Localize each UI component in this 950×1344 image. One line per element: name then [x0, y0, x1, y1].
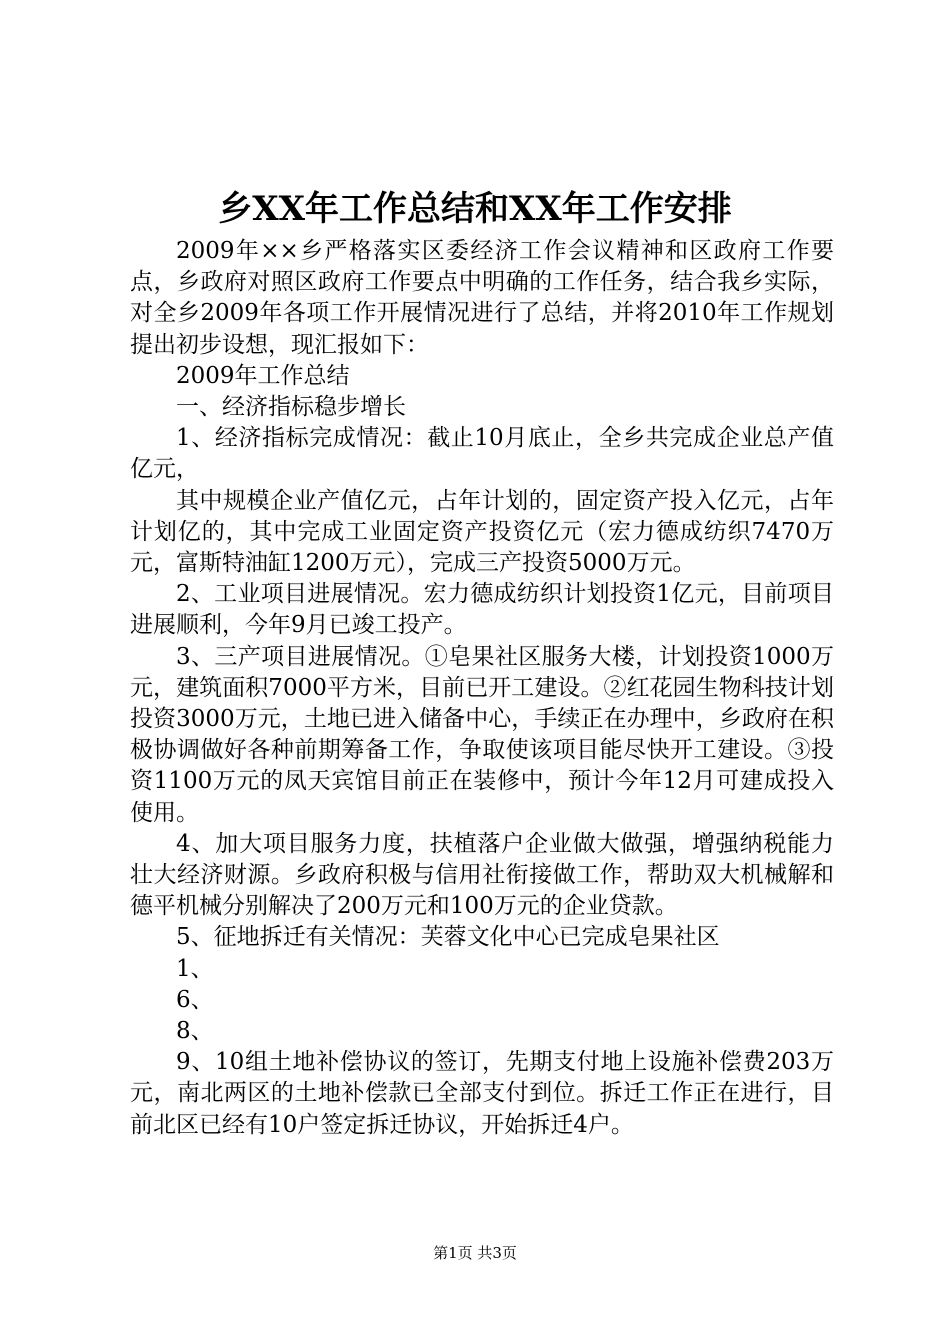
section-heading: 2009年工作总结	[176, 362, 350, 389]
paragraph: 其中规模企业产值亿元，占年计划的，固定资产投入亿元，占年计划亿的，其中完成工业固定资产投资亿元（宏力德成纺织7470万元，富斯特油缸1200万元），完成三产投资5000万元。	[130, 487, 834, 577]
list-marker: 6、	[176, 986, 214, 1013]
subsection-heading: 一、经济指标稳步增长	[176, 394, 406, 421]
paragraph: 2、工业项目进展情况。宏力德成纺织计划投资1亿元，目前项目进展顺利，今年9月已竣工投产。	[130, 581, 834, 639]
list-marker: 1、	[176, 955, 214, 982]
paragraph: 5、征地拆迁有关情况：芙蓉文化中心已完成皂果社区	[176, 924, 720, 951]
list-marker: 8、	[176, 1018, 214, 1045]
paragraph: 4、加大项目服务力度，扶植落户企业做大做强，增强纳税能力壮大经济财源。乡政府积极与信用社衔接做工作，帮助双大机械解和德平机械分别解决了200万元和100万元的企业贷款。	[130, 830, 834, 920]
document-title: 乡XX年工作总结和XX年工作安排	[218, 189, 732, 229]
paragraph-intro: 2009年××乡严格落实区委经济工作会议精神和区政府工作要点，乡政府对照区政府工作要点中明确的工作任务，结合我乡实际，对全乡2009年各项工作开展情况进行了总结，并将2010年工作规划提出初步设想，现汇报如下：	[130, 238, 834, 358]
paragraph: 9、10组土地补偿协议的签订，先期支付地上设施补偿费203万元，南北两区的土地补偿款已全部支付到位。拆迁工作正在进行，目前北区已经有10户签定拆迁协议，开始拆迁4户。	[130, 1049, 834, 1138]
paragraph: 3、三产项目进展情况。①皂果社区服务大楼，计划投资1000万元，建筑面积7000平方米，目前已开工建设。②红花园生物科技计划投资3000万元，土地已进入储备中心，手续正在办理中，乡政府在积极协调做好各种前期筹备工作，争取使该项目能尽快开工建设。③投资1100万元的凤天宾馆目前正在装修中，预计今年12月可建成投入使用。	[130, 643, 834, 826]
paragraph: 1、经济指标完成情况：截止10月底止，全乡共完成企业总产值亿元，	[130, 425, 834, 483]
document-body	[130, 236, 834, 1141]
page-footer: 第1页 共3页	[433, 1244, 517, 1262]
